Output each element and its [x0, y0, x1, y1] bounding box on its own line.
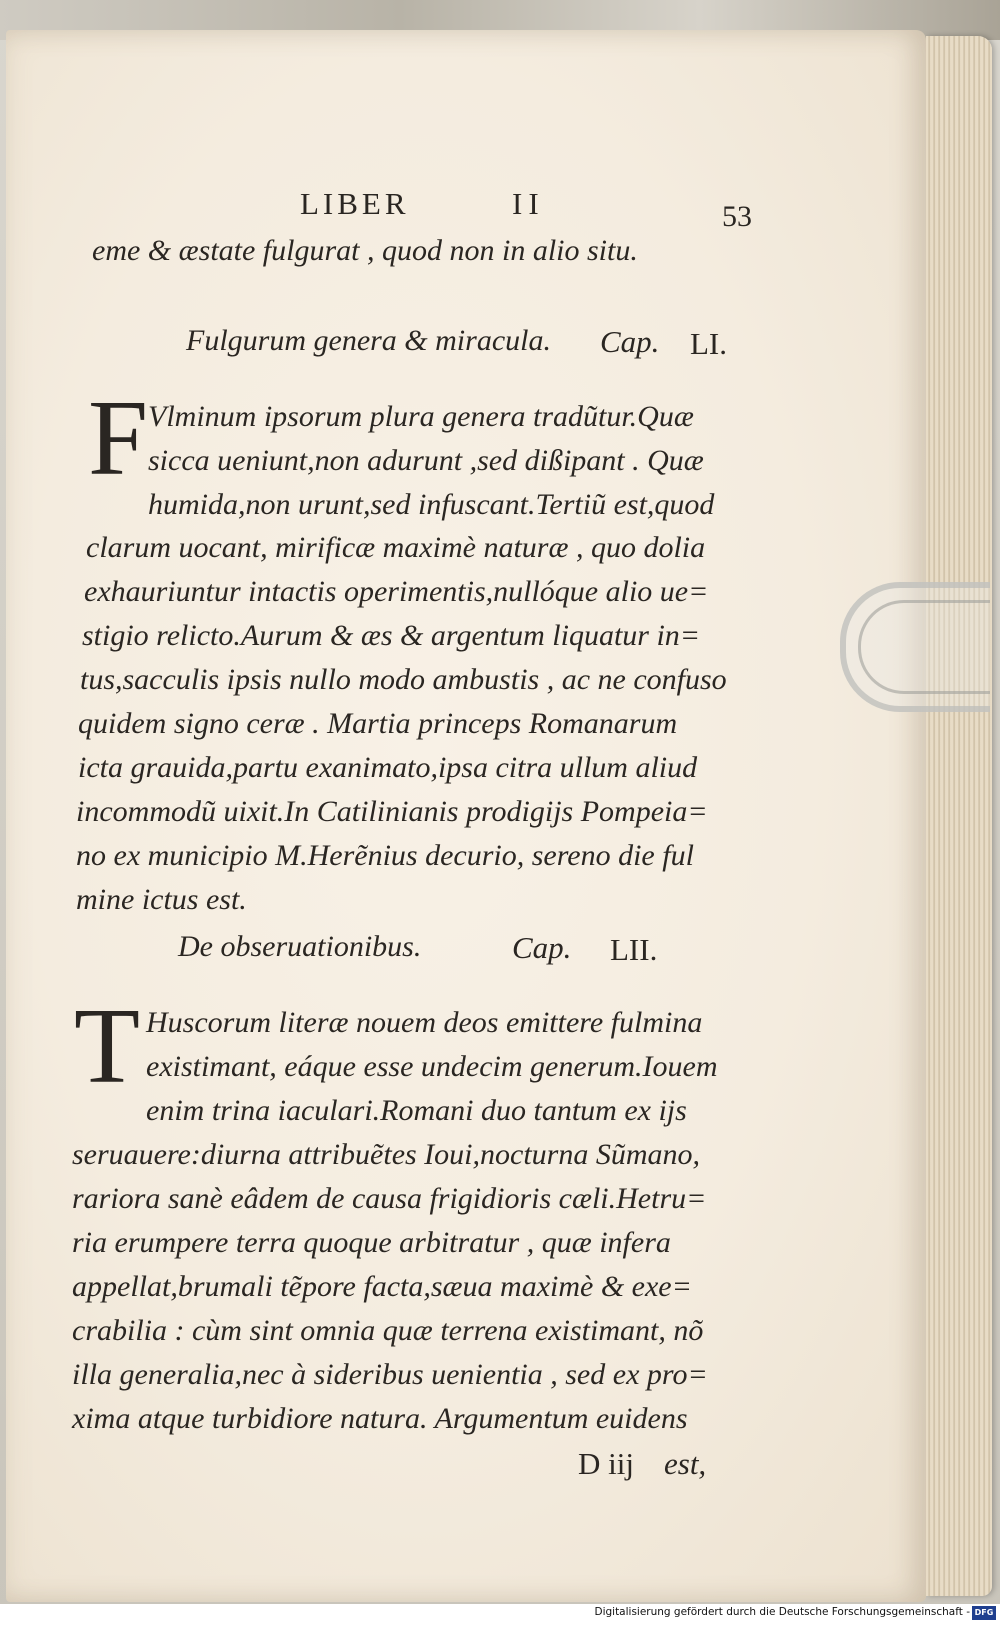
- text-line: rariora sanè eâdem de causa frigidioris cæli.Hetru=: [72, 1182, 707, 1215]
- text-line: existimant, eáque esse undecim generum.Iouem: [146, 1050, 718, 1083]
- page-holder-clip-inner: [858, 600, 990, 694]
- chapter-cap-label: Cap.: [512, 930, 572, 965]
- text-line: ria erumpere terra quoque arbitratur , quæ infera: [72, 1226, 671, 1259]
- funding-credit: Digitalisierung gefördert durch die Deutsche Forschungsgemeinschaft -: [594, 1606, 970, 1618]
- folio-number: 53: [722, 200, 752, 233]
- text-line: tus,sacculis ipsis nullo modo ambustis , ac ne confuso: [80, 663, 727, 696]
- running-head: LIBER: [300, 186, 410, 221]
- text-line: stigio relicto.Aurum & æs & argentum liquatur in=: [82, 619, 701, 652]
- text-line: humida,non urunt,sed infuscant.Tertiũ est,quod: [148, 488, 715, 521]
- catchword: est,: [664, 1446, 707, 1481]
- chapter-cap-label: Cap.: [600, 324, 660, 359]
- chapter-number: LI.: [690, 326, 728, 361]
- running-head-number: II: [512, 186, 545, 221]
- text-line: clarum uocant, mirificæ maximè naturæ , quo dolia: [86, 531, 706, 564]
- text-line: quidem signo ceræ . Martia princeps Romanarum: [78, 707, 678, 740]
- text-line: Vlminum ipsorum plura genera tradũtur.Quæ: [148, 400, 694, 433]
- carryover-line: eme & æstate fulgurat , quod non in alio situ.: [92, 234, 638, 267]
- text-line: Huscorum literæ nouem deos emittere fulmina: [146, 1006, 703, 1039]
- text-line: enim trina iaculari.Romani duo tantum ex ijs: [146, 1094, 687, 1127]
- text-line: appellat,brumali tẽpore facta,sæua maximè & exe=: [72, 1270, 692, 1303]
- text-line: incommodũ uixit.In Catilinianis prodigijs Pompeia=: [76, 795, 708, 828]
- text-line: xima atque turbidiore natura. Argumentum euidens: [72, 1402, 688, 1435]
- text-line: seruauere:diurna attribuẽtes Ioui,nocturna Sũmano,: [72, 1138, 700, 1171]
- dfg-logo-icon: DFG: [972, 1606, 996, 1620]
- signature-mark: D iij: [578, 1446, 634, 1481]
- chapter-title: Fulgurum genera & miracula.: [186, 324, 551, 357]
- text-line: no ex municipio M.Herẽnius decurio, sereno die ful: [76, 839, 694, 872]
- text-line: illa generalia,nec à sideribus uenientia , sed ex pro=: [72, 1358, 708, 1391]
- drop-initial: F: [88, 379, 149, 498]
- text-line: mine ictus est.: [76, 883, 247, 916]
- drop-initial: T: [74, 987, 140, 1106]
- chapter-title: De obseruationibus.: [178, 930, 422, 963]
- book-fore-edge: [926, 36, 992, 1596]
- text-line: sicca ueniunt,non adurunt ,sed dißipant . Quæ: [148, 444, 704, 477]
- text-line: icta grauida,partu exanimato,ipsa citra ullum aliud: [78, 751, 698, 784]
- text-line: crabilia : cùm sint omnia quæ terrena existimant, nõ: [72, 1314, 704, 1347]
- chapter-number: LII.: [610, 932, 658, 967]
- text-line: exhauriuntur intactis operimentis,nullóque alio ue=: [84, 575, 709, 608]
